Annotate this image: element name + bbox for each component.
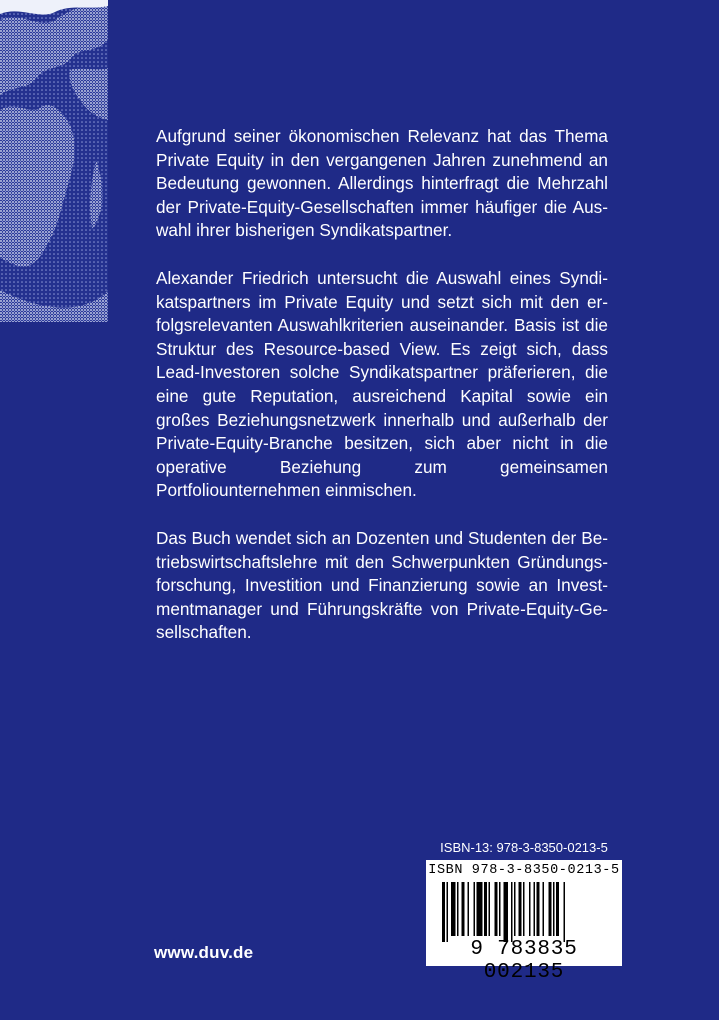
blurb-paragraph-2: Alexander Friedrich untersucht die Auswahl eines Syndikatspartners im Private Equity und setzt sich mit den erfolgsrelevanten Auswahlkriterien auseinander. Basis ist die Struktur des Resource-based View. Es zeigt sich, dass Lead-Investoren solche Syndikatspartner präferieren, die eine gute Reputation, ausreichend Kapital sowie ein großes Beziehungsnetzwerk innerhalb und außerhalb der Private-Equity-Branche besitzen, sich aber nicht in die operative Beziehung zum gemeinsamen Portfoliounternehmen einmischen. [156,267,608,501]
barcode-bar [468,882,470,936]
barcode-bar [442,882,445,942]
barcode-bar [556,882,559,936]
globe-image [0,0,108,322]
barcode [426,860,622,984]
publisher-website: www.duv.de [154,943,254,962]
barcode-bar [523,882,525,936]
barcode-bar [549,882,552,936]
barcode-bar [495,882,498,936]
barcode-bar [537,882,540,936]
blurb-text [156,125,608,669]
barcode-bar [564,882,566,942]
barcode-isbn-text: ISBN 978-3-8350-0213-5 [428,863,620,878]
barcode-bar [457,882,459,936]
barcode-bar [451,882,456,936]
barcode-bar [462,882,465,936]
isbn-label: ISBN-13: 978-3-8350-0213-5 [440,840,608,855]
barcode-bar [553,882,555,936]
barcode-bar [447,882,449,942]
barcode-bar [511,882,513,942]
barcode-bar [504,882,509,942]
barcode-bar [477,882,483,936]
barcode-bar [489,882,491,936]
barcode-bar [529,882,531,936]
blurb-paragraph-3: Das Buch wendet sich an Dozenten und Studenten der Betriebswirtschaftslehre mit den Schwerpunkten Gründungsforschung, Investition und Finanzierung sowie an Investmentmanager und Führungskräfte von Private-Equity-Gesellschaften. [156,527,608,643]
barcode-bar [499,882,501,936]
barcode-bar [543,882,545,936]
barcode-bar [484,882,487,936]
barcode-bar [519,882,522,936]
barcode-bar [514,882,516,936]
barcode-digits: 9 783835 002135 [470,938,578,984]
barcode-bar [534,882,536,936]
barcode-bar [474,882,476,936]
globe-graphic [0,0,108,322]
blurb-paragraph-1: Aufgrund seiner ökonomischen Relevanz hat das Thema Private Equity in den vergangenen Jahren zunehmend an Bedeutung gewonnen. Allerdings hinterfragt die Mehrzahl der Private-Equity-Gesellschaften immer häufiger die Auswahl ihrer bisherigen Syndikatspartner. [156,126,608,241]
